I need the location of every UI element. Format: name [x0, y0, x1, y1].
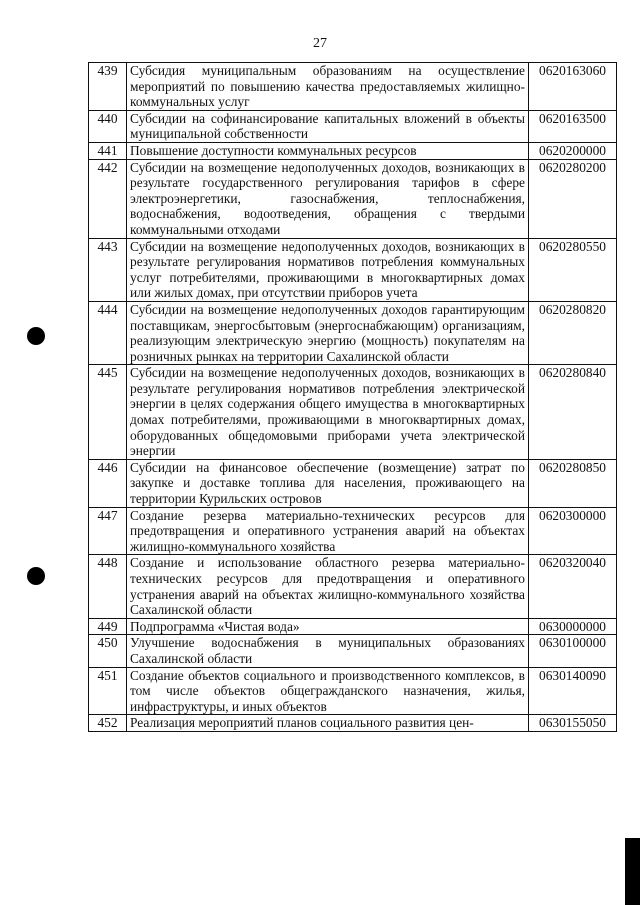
punch-hole-bottom — [27, 567, 45, 585]
row-code: 0620163500 — [529, 110, 617, 142]
row-code: 0620280850 — [529, 459, 617, 507]
row-code: 0620280840 — [529, 365, 617, 460]
row-name: Создание резерва материально-технических ресурсов для предотвращения и оперативного устранения аварий на объектах жилищно-коммунального хозяйства — [127, 507, 529, 555]
row-number: 452 — [89, 715, 127, 732]
table-row — [89, 459, 617, 507]
row-code: 0630100000 — [529, 635, 617, 667]
table-row — [89, 159, 617, 238]
row-name: Субсидия муниципальным образованиям на осуществление мероприятий по повышению качества предоставляемых жилищно-коммунальных услуг — [127, 63, 529, 111]
row-number: 449 — [89, 618, 127, 635]
row-name: Создание и использование областного резерва материально-технических ресурсов для предотвращения и оперативного устранения аварий на объектах жилищно-коммунального хозяйства Сахалинской области — [127, 555, 529, 618]
row-code: 0630140090 — [529, 667, 617, 715]
row-name: Субсидии на софинансирование капитальных вложений в объекты муниципальной собственности — [127, 110, 529, 142]
scan-edge-mark — [625, 838, 640, 905]
row-number: 446 — [89, 459, 127, 507]
budget-code-table — [88, 62, 617, 732]
row-code: 0620320040 — [529, 555, 617, 618]
table-row — [89, 635, 617, 667]
row-number: 447 — [89, 507, 127, 555]
row-code: 0620300000 — [529, 507, 617, 555]
row-number: 443 — [89, 238, 127, 301]
row-number: 450 — [89, 635, 127, 667]
row-number: 440 — [89, 110, 127, 142]
row-name: Повышение доступности коммунальных ресурсов — [127, 142, 529, 159]
row-number: 442 — [89, 159, 127, 238]
row-number: 441 — [89, 142, 127, 159]
row-code: 0630000000 — [529, 618, 617, 635]
row-name: Субсидии на возмещение недополученных доходов, возникающих в результате регулирования нормативов потребления электрической энергии в целях содержания общего имущества в многоквартирных домах потребителями, проживающими в многоквартирных домах, оборудованных общедомовыми приборами учета электрической энергии — [127, 365, 529, 460]
table-row — [89, 667, 617, 715]
row-number: 451 — [89, 667, 127, 715]
table-row — [89, 555, 617, 618]
table-row — [89, 63, 617, 111]
table-row — [89, 618, 617, 635]
row-name: Подпрограмма «Чистая вода» — [127, 618, 529, 635]
row-code: 0620163060 — [529, 63, 617, 111]
row-code: 0620280200 — [529, 159, 617, 238]
page-number: 27 — [313, 36, 327, 51]
table-row — [89, 110, 617, 142]
row-name: Улучшение водоснабжения в муниципальных образованиях Сахалинской области — [127, 635, 529, 667]
table-row — [89, 507, 617, 555]
row-number: 439 — [89, 63, 127, 111]
table-row — [89, 715, 617, 732]
row-code: 0620280820 — [529, 301, 617, 364]
row-code: 0620280550 — [529, 238, 617, 301]
punch-hole-top — [27, 327, 45, 345]
table-row — [89, 238, 617, 301]
row-name: Создание объектов социального и производственного комплексов, в том числе объектов общегражданского назначения, жилья, инфраструктуры, и иных объектов — [127, 667, 529, 715]
table-row — [89, 301, 617, 364]
table-row — [89, 142, 617, 159]
row-number: 445 — [89, 365, 127, 460]
row-number: 444 — [89, 301, 127, 364]
row-code: 0620200000 — [529, 142, 617, 159]
row-name: Субсидии на возмещение недополученных доходов гарантирующим поставщикам, энергосбытовым (энергоснабжающим) организациям, реализующим электрическую энергию (мощность) покупателям на розничных рынках на территории Сахалинской области — [127, 301, 529, 364]
row-name: Субсидии на возмещение недополученных доходов, возникающих в результате государственного регулирования тарифов в сфере электроэнергетики, газоснабжения, теплоснабжения, водоснабжения, водоотведения, обращения с твердыми коммунальными отходами — [127, 159, 529, 238]
row-code: 0630155050 — [529, 715, 617, 732]
row-name: Реализация мероприятий планов социального развития цен- — [127, 715, 529, 732]
row-name: Субсидии на возмещение недополученных доходов, возникающих в результате регулирования нормативов потребления коммунальных услуг потребителями, проживающими в многоквартирных домах или жилых домах, при отсутствии приборов учета — [127, 238, 529, 301]
row-number: 448 — [89, 555, 127, 618]
table-row — [89, 365, 617, 460]
row-name: Субсидии на финансовое обеспечение (возмещение) затрат по закупке и доставке топлива для населения, проживающего на территории Курильских островов — [127, 459, 529, 507]
